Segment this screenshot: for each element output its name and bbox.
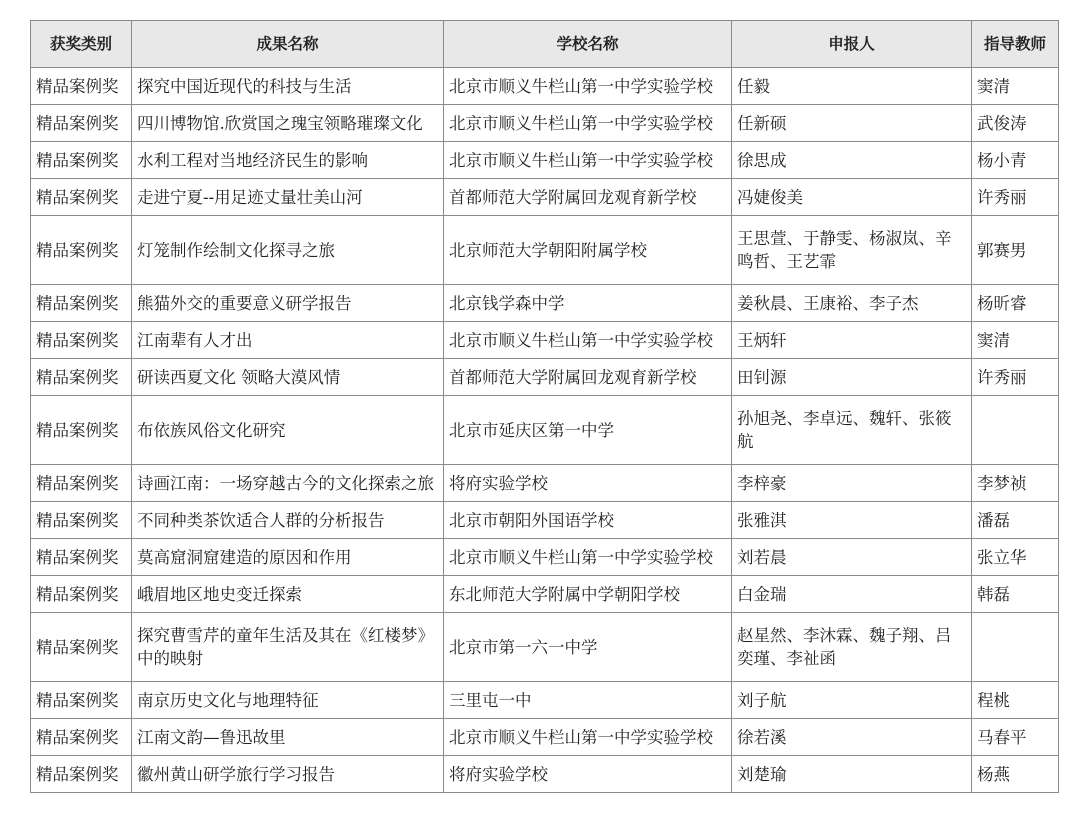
cell-instructor: 韩磊 (972, 576, 1059, 613)
cell-school-name: 首都师范大学附属回龙观育新学校 (444, 179, 732, 216)
header-achievement-title: 成果名称 (132, 21, 444, 68)
cell-award-category: 精品案例奖 (31, 359, 132, 396)
cell-instructor: 杨燕 (972, 756, 1059, 793)
cell-award-category: 精品案例奖 (31, 285, 132, 322)
cell-school-name: 北京钱学森中学 (444, 285, 732, 322)
cell-school-name: 北京市顺义牛栏山第一中学实验学校 (444, 719, 732, 756)
table-row (31, 719, 1059, 756)
cell-applicants: 刘子航 (732, 682, 972, 719)
table-row (31, 756, 1059, 793)
cell-award-category: 精品案例奖 (31, 216, 132, 285)
cell-award-category: 精品案例奖 (31, 576, 132, 613)
cell-applicants: 任新硕 (732, 105, 972, 142)
cell-applicants: 田钊源 (732, 359, 972, 396)
cell-achievement-title: 研读西夏文化 领略大漠风情 (132, 359, 444, 396)
cell-achievement-title: 徽州黄山研学旅行学习报告 (132, 756, 444, 793)
cell-school-name: 北京市顺义牛栏山第一中学实验学校 (444, 68, 732, 105)
cell-applicants: 白金瑞 (732, 576, 972, 613)
header-award-category: 获奖类别 (31, 21, 132, 68)
cell-award-category: 精品案例奖 (31, 682, 132, 719)
cell-instructor: 马春平 (972, 719, 1059, 756)
cell-applicants: 任毅 (732, 68, 972, 105)
cell-applicants: 徐思成 (732, 142, 972, 179)
cell-instructor: 张立华 (972, 539, 1059, 576)
cell-school-name: 三里屯一中 (444, 682, 732, 719)
cell-instructor (972, 396, 1059, 465)
cell-applicants: 徐若溪 (732, 719, 972, 756)
cell-award-category: 精品案例奖 (31, 465, 132, 502)
cell-applicants: 孙旭尧、李卓远、魏轩、张筱航 (732, 396, 972, 465)
cell-achievement-title: 南京历史文化与地理特征 (132, 682, 444, 719)
cell-school-name: 北京市顺义牛栏山第一中学实验学校 (444, 539, 732, 576)
cell-award-category: 精品案例奖 (31, 396, 132, 465)
cell-school-name: 北京市顺义牛栏山第一中学实验学校 (444, 105, 732, 142)
table-row (31, 576, 1059, 613)
cell-achievement-title: 熊猫外交的重要意义研学报告 (132, 285, 444, 322)
cell-applicants: 冯婕俊美 (732, 179, 972, 216)
cell-achievement-title: 莫高窟洞窟建造的原因和作用 (132, 539, 444, 576)
cell-school-name: 首都师范大学附属回龙观育新学校 (444, 359, 732, 396)
cell-applicants: 张雅淇 (732, 502, 972, 539)
cell-school-name: 北京市延庆区第一中学 (444, 396, 732, 465)
cell-achievement-title: 江南文韵—鲁迅故里 (132, 719, 444, 756)
cell-instructor: 郭赛男 (972, 216, 1059, 285)
cell-applicants: 李梓豪 (732, 465, 972, 502)
table-header-row (31, 21, 1059, 68)
cell-instructor: 程桃 (972, 682, 1059, 719)
cell-school-name: 北京师范大学朝阳附属学校 (444, 216, 732, 285)
cell-school-name: 北京市顺义牛栏山第一中学实验学校 (444, 322, 732, 359)
cell-achievement-title: 布依族风俗文化研究 (132, 396, 444, 465)
cell-applicants: 王炳轩 (732, 322, 972, 359)
cell-instructor: 窦清 (972, 322, 1059, 359)
table-row (31, 179, 1059, 216)
cell-achievement-title: 不同种类茶饮适合人群的分析报告 (132, 502, 444, 539)
cell-award-category: 精品案例奖 (31, 756, 132, 793)
table-row (31, 68, 1059, 105)
table-body (31, 68, 1059, 793)
table-row (31, 396, 1059, 465)
cell-applicants: 姜秋晨、王康裕、李子杰 (732, 285, 972, 322)
table-row (31, 613, 1059, 682)
cell-instructor: 武俊涛 (972, 105, 1059, 142)
cell-award-category: 精品案例奖 (31, 613, 132, 682)
table-row (31, 285, 1059, 322)
cell-achievement-title: 走进宁夏--用足迹丈量壮美山河 (132, 179, 444, 216)
table-row (31, 142, 1059, 179)
cell-award-category: 精品案例奖 (31, 322, 132, 359)
header-applicants: 申报人 (732, 21, 972, 68)
cell-award-category: 精品案例奖 (31, 68, 132, 105)
cell-school-name: 北京市第一六一中学 (444, 613, 732, 682)
table-row (31, 465, 1059, 502)
cell-school-name: 将府实验学校 (444, 465, 732, 502)
cell-applicants: 赵星然、李沐霖、魏子翔、吕奕瑾、李祉函 (732, 613, 972, 682)
cell-instructor: 杨小青 (972, 142, 1059, 179)
cell-award-category: 精品案例奖 (31, 539, 132, 576)
cell-applicants: 刘若晨 (732, 539, 972, 576)
cell-achievement-title: 峨眉地区地史变迁探索 (132, 576, 444, 613)
cell-award-category: 精品案例奖 (31, 105, 132, 142)
cell-achievement-title: 四川博物馆.欣赏国之瑰宝领略璀璨文化 (132, 105, 444, 142)
cell-school-name: 将府实验学校 (444, 756, 732, 793)
header-school-name: 学校名称 (444, 21, 732, 68)
table-row (31, 539, 1059, 576)
cell-award-category: 精品案例奖 (31, 719, 132, 756)
header-instructor: 指导教师 (972, 21, 1059, 68)
cell-school-name: 北京市朝阳外国语学校 (444, 502, 732, 539)
cell-school-name: 北京市顺义牛栏山第一中学实验学校 (444, 142, 732, 179)
cell-achievement-title: 灯笼制作绘制文化探寻之旅 (132, 216, 444, 285)
cell-instructor: 潘磊 (972, 502, 1059, 539)
cell-award-category: 精品案例奖 (31, 179, 132, 216)
awards-table (30, 20, 1059, 793)
table-row (31, 502, 1059, 539)
table-row (31, 682, 1059, 719)
cell-achievement-title: 水利工程对当地经济民生的影响 (132, 142, 444, 179)
table-row (31, 105, 1059, 142)
table-row (31, 322, 1059, 359)
cell-instructor: 许秀丽 (972, 179, 1059, 216)
cell-award-category: 精品案例奖 (31, 502, 132, 539)
cell-achievement-title: 探究曹雪芹的童年生活及其在《红楼梦》中的映射 (132, 613, 444, 682)
table-row (31, 216, 1059, 285)
cell-school-name: 东北师范大学附属中学朝阳学校 (444, 576, 732, 613)
cell-instructor: 李梦祯 (972, 465, 1059, 502)
cell-award-category: 精品案例奖 (31, 142, 132, 179)
cell-applicants: 刘楚瑜 (732, 756, 972, 793)
cell-achievement-title: 江南辈有人才出 (132, 322, 444, 359)
cell-instructor (972, 613, 1059, 682)
cell-instructor: 窦清 (972, 68, 1059, 105)
cell-instructor: 许秀丽 (972, 359, 1059, 396)
cell-applicants: 王思萱、于静雯、杨淑岚、辛鸣哲、王艺霏 (732, 216, 972, 285)
cell-instructor: 杨昕睿 (972, 285, 1059, 322)
table-row (31, 359, 1059, 396)
cell-achievement-title: 诗画江南：一场穿越古今的文化探索之旅 (132, 465, 444, 502)
cell-achievement-title: 探究中国近现代的科技与生活 (132, 68, 444, 105)
